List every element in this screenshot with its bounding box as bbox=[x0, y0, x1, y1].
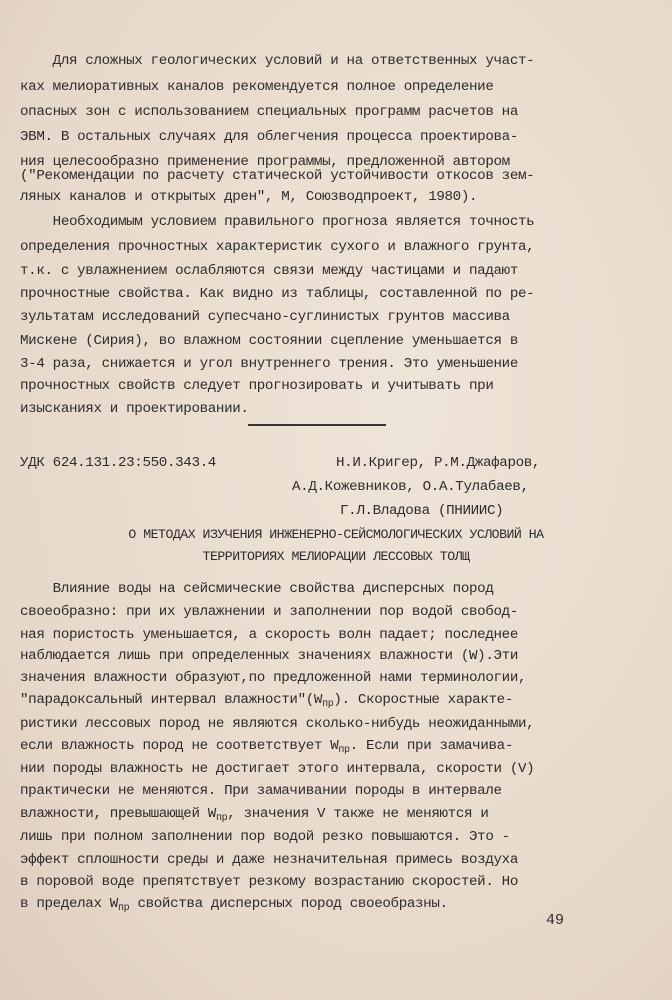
text-line: своеобразно: при их увлажнении и заполнении пор водой свобод- bbox=[20, 604, 518, 620]
text-line: эффект сплошности среды и даже незначительная примесь воздуха bbox=[20, 852, 518, 868]
title-line: О МЕТОДАХ ИЗУЧЕНИЯ ИНЖЕНЕРНО-СЕЙСМОЛОГИЧЕСКИХ УСЛОВИЙ НА bbox=[128, 527, 544, 542]
text-line bbox=[20, 691, 513, 714]
subscript: пр bbox=[215, 813, 228, 824]
text-line: т.к. с увлажнением ослабляются связи между частицами и падают bbox=[20, 263, 518, 279]
text-line: Для сложных геологических условий и на ответственных участ- bbox=[20, 53, 535, 69]
text-line: ляных каналов и открытых дрен", М, Союзводпроект, 1980). bbox=[20, 189, 478, 205]
text-line bbox=[20, 895, 448, 918]
text-line: ная пористость уменьшается, а скорость волн падает; последнее bbox=[20, 627, 518, 643]
text-line: Необходимым условием правильного прогноза является точность bbox=[20, 214, 535, 230]
subscript: пр bbox=[322, 699, 334, 710]
text-segment: в пределах W bbox=[20, 896, 118, 912]
text-line: ках мелиоративных каналов рекомендуется полное определение bbox=[20, 79, 494, 95]
text-line: Мискене (Сирия), во влажном состоянии сцепление уменьшается в bbox=[20, 333, 518, 349]
text-segment: "парадоксальный интервал влажности"(W bbox=[20, 692, 323, 708]
text-line: прочностных свойств следует прогнозировать и учитывать при bbox=[20, 378, 494, 394]
text-segment: ). Скоростные характе- bbox=[333, 692, 513, 708]
text-segment: если влажность пород не соответствует W bbox=[20, 738, 339, 754]
text-line: значения влажности образуют,по предложенной нами терминологии, bbox=[20, 670, 527, 686]
text-line: ния целесообразно применение программы, предложенной автором bbox=[20, 154, 510, 170]
text-line: изысканиях и проектировании. bbox=[20, 401, 249, 417]
title-line: ТЕРРИТОРИЯХ МЕЛИОРАЦИИ ЛЕССОВЫХ ТОЛЩ bbox=[202, 549, 470, 564]
author-line: Г.Л.Владова (ПНИИИС) bbox=[340, 503, 504, 519]
subscript: пр bbox=[338, 745, 350, 756]
author-line: А.Д.Кожевников, О.А.Тулабаев, bbox=[292, 479, 529, 495]
text-line: 3-4 раза, снижается и угол внутреннего трения. Это уменьшение bbox=[20, 356, 518, 372]
subscript: пр bbox=[117, 903, 130, 914]
text-line: ЭВМ. В остальных случаях для облегчения процесса проектирова- bbox=[20, 129, 518, 145]
text-segment: . Если при замачива- bbox=[349, 738, 513, 754]
text-line: определения прочностных характеристик сухого и влажного грунта, bbox=[20, 239, 535, 255]
text-line: зультатам исследований супесчано-суглинистых грунтов массива bbox=[20, 309, 510, 325]
text-segment: свойства дисперсных пород своеобразны. bbox=[129, 896, 448, 912]
page-number: 49 bbox=[546, 912, 565, 929]
text-line: практически не меняются. При замачивании породы в интервале bbox=[20, 783, 502, 799]
text-line: ристики лессовых пород не являются сколько-нибудь неожиданными, bbox=[20, 716, 535, 732]
text-line: прочностные свойства. Как видно из таблицы, составленной по ре- bbox=[20, 286, 535, 302]
author-line: Н.И.Кригер, Р.М.Джафаров, bbox=[336, 455, 541, 471]
text-line bbox=[20, 805, 489, 828]
text-segment: , значения V также не меняются и bbox=[227, 806, 489, 822]
section-divider bbox=[248, 424, 386, 426]
text-line: опасных зон с использованием специальных программ расчетов на bbox=[20, 104, 518, 120]
text-line bbox=[20, 737, 513, 760]
text-line: ("Рекомендации по расчету статической устойчивости откосов зем- bbox=[20, 168, 535, 184]
text-line: наблюдается лишь при определенных значениях влажности (W).Эти bbox=[20, 648, 518, 664]
text-line: в поровой воде препятствует резкому возрастанию скоростей. Но bbox=[20, 874, 518, 890]
text-line: лишь при полном заполнении пор водой резко повышаются. Это - bbox=[20, 829, 510, 845]
udk-code: УДК 624.131.23:550.343.4 bbox=[20, 455, 216, 471]
text-line: нии породы влажность не достигает этого интервала, скорости (V) bbox=[20, 761, 535, 777]
text-line: Влияние воды на сейсмические свойства дисперсных пород bbox=[20, 581, 494, 597]
text-segment: влажности, превышающей W bbox=[20, 806, 216, 822]
